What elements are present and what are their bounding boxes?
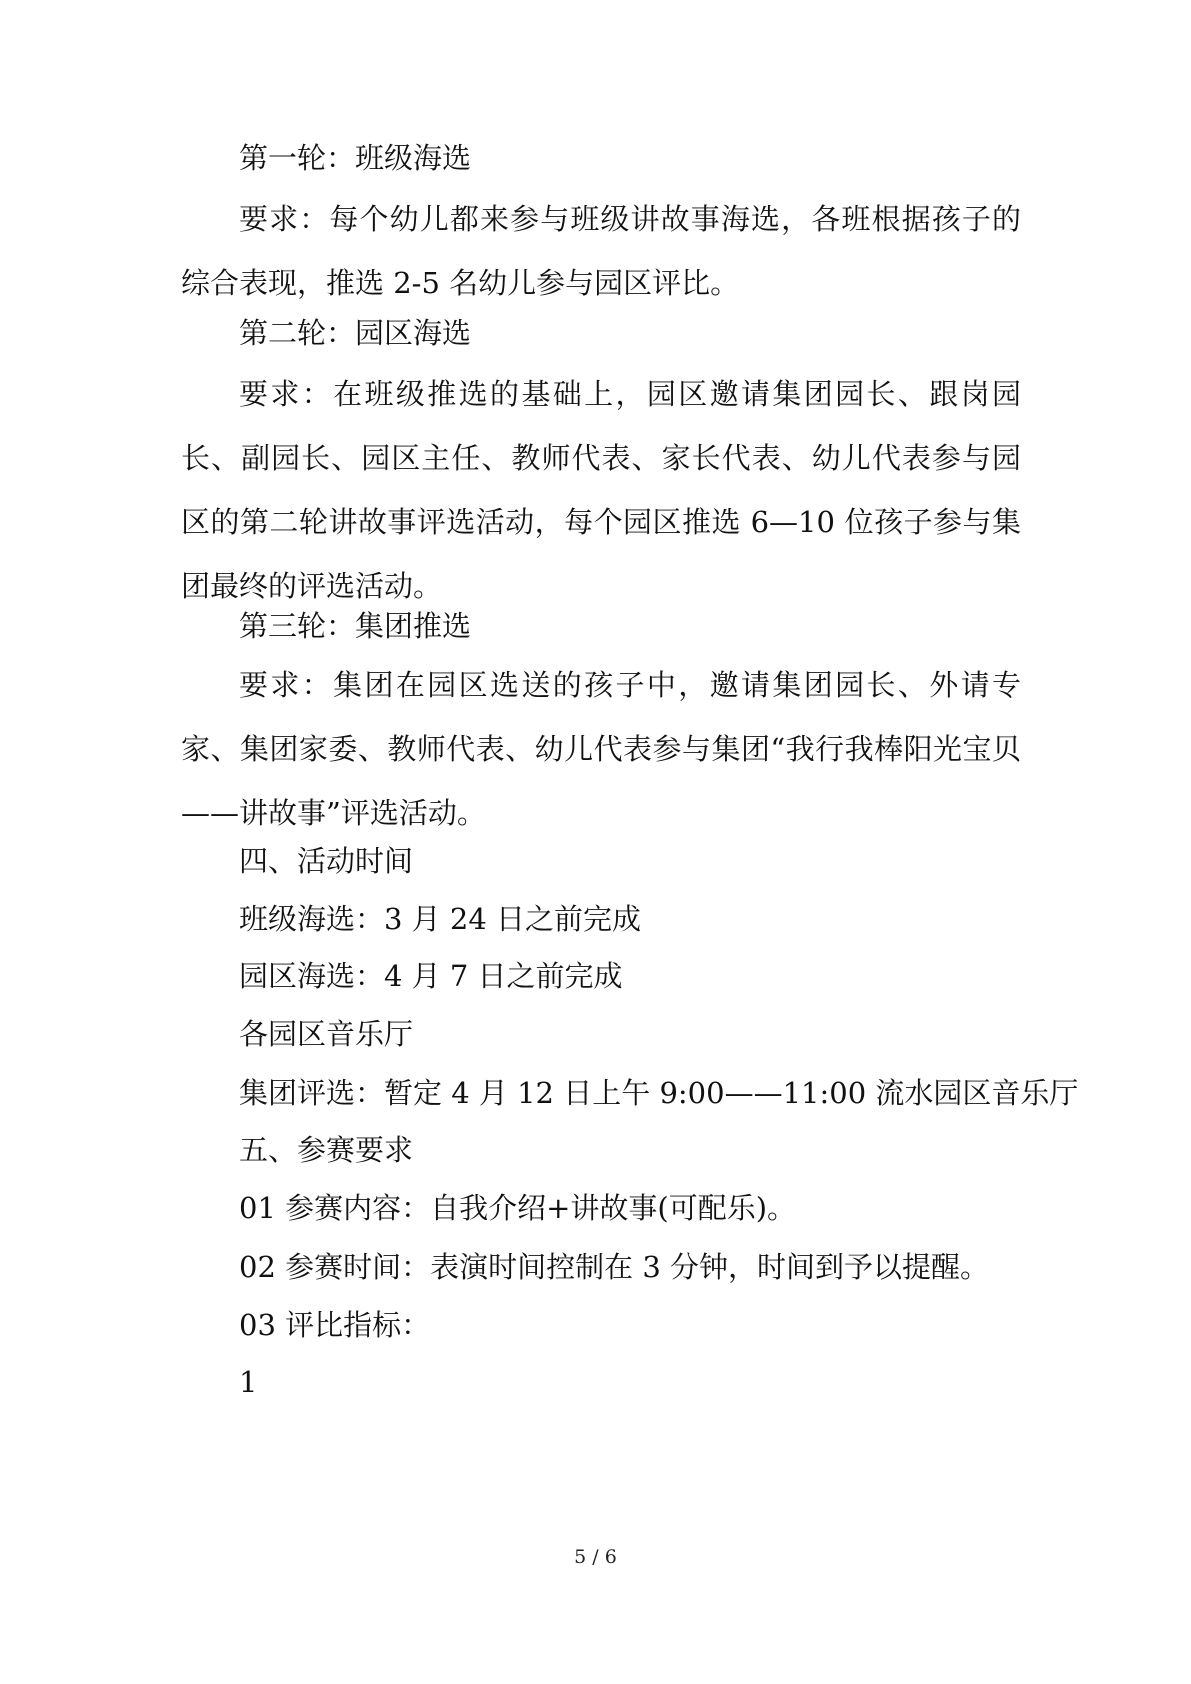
round2-requirement: 要求：在班级推选的基础上，园区邀请集团园长、跟岗园长、副园长、园区主任、教师代表、家长代表、幼儿代表参与园区的第二轮讲故事评选活动，每个园区推选 6—10 位孩子参与集团最终的评选活动。 <box>181 377 1021 603</box>
requirement-03: 03 评比指标： <box>239 1308 431 1342</box>
time-class-selection: 班级海选：3 月 24 日之前完成 <box>239 902 642 936</box>
venue-park: 各园区音乐厅 <box>239 1017 414 1051</box>
round1-title: 第一轮：班级海选 <box>239 141 472 175</box>
section-5-heading: 五、参赛要求 <box>239 1133 414 1167</box>
time-park-selection: 园区海选：4 月 7 日之前完成 <box>239 959 623 993</box>
time-group-selection: 集团评选：暂定 4 月 12 日上午 9:00——11:00 流水园区音乐厅 <box>239 1076 1079 1110</box>
requirement-01: 01 参赛内容：自我介绍+讲故事(可配乐)。 <box>239 1191 797 1225</box>
round3-title: 第三轮：集团推选 <box>239 609 472 643</box>
round3-requirement: 要求：集团在园区选送的孩子中，邀请集团园长、外请专家、集团家委、教师代表、幼儿代表参与集团“我行我棒阳光宝贝——讲故事”评选活动。 <box>181 668 1021 830</box>
requirement-02: 02 参赛时间：表演时间控制在 3 分钟，时间到予以提醒。 <box>239 1250 990 1284</box>
round2-title: 第二轮：园区海选 <box>239 316 472 350</box>
requirement-item-1: 1 <box>239 1365 258 1399</box>
round1-requirement: 要求：每个幼儿都来参与班级讲故事海选，各班根据孩子的综合表现，推选 2-5 名幼儿参与园区评比。 <box>181 202 1021 300</box>
section-4-heading: 四、活动时间 <box>239 844 414 878</box>
page-indicator: 5 / 6 <box>574 1546 617 1568</box>
